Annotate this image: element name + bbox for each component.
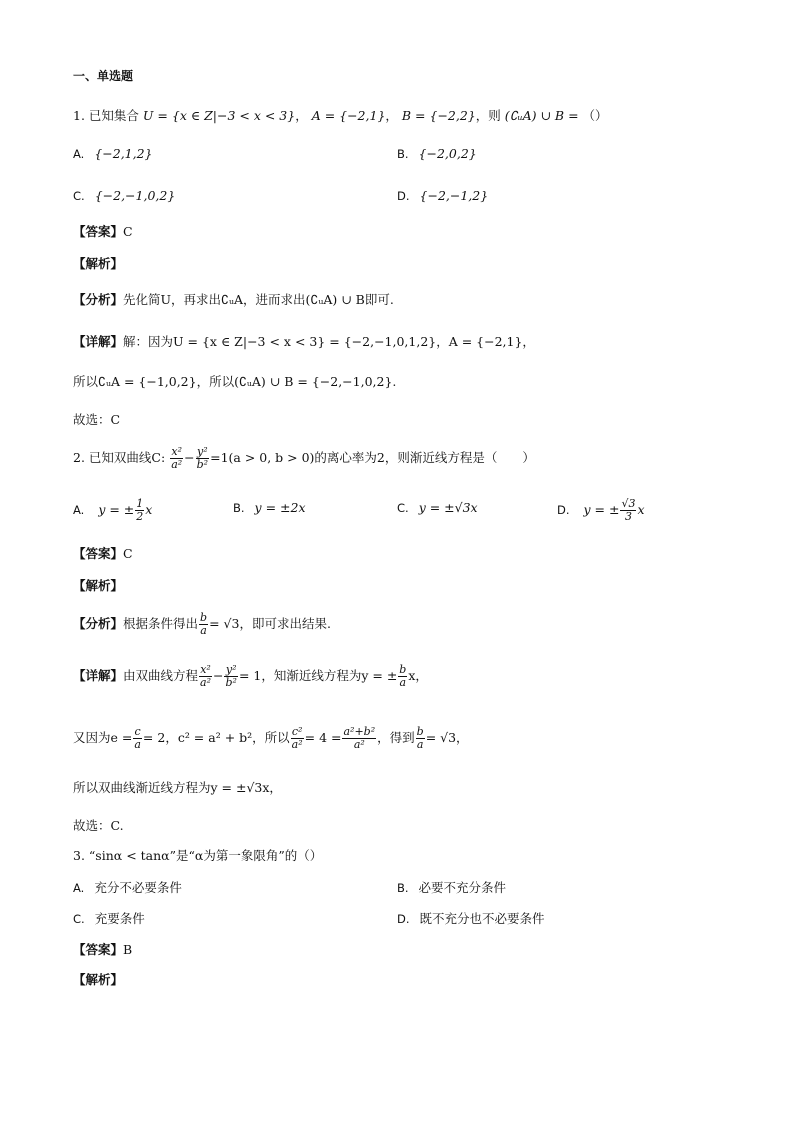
- q2-frac-y2-b2: $\frac{\text{y²}}{\text{b²}}$: [196, 445, 209, 471]
- q3-analysis-tag: 【解析】: [73, 972, 124, 987]
- q3-option-b[interactable]: B. 必要不充分条件: [397, 880, 507, 895]
- q3-stem: 3. “sinα < tanα”是“α为第一象限角”的（）: [73, 848, 323, 863]
- q1-fenxi: 【分析】先化简U，再求出∁ᵤA，进而求出(∁ᵤA) ∪ B即可.: [73, 292, 394, 307]
- q3-option-a[interactable]: A. 充分不必要条件: [73, 880, 182, 895]
- q2-analysis-tag: 【解析】: [73, 578, 124, 593]
- q1-expr: (∁ᵤA) ∪ B =: [504, 108, 579, 123]
- q2-fenxi: 【分析】根据条件得出 $\frac{b}{a}$ = √3，即可求出结果.: [73, 611, 331, 637]
- q1-set-u: U = {x ∈ Z|−3 < x < 3}: [142, 108, 296, 123]
- q2-option-a[interactable]: A. y = ± $\frac{1}{2}$ x: [73, 497, 153, 523]
- q2-xiangjie-1: 【详解】由双曲线方程 $\frac{\text{x²}}{\text{a²}}$ − $\frac{\text{y²}}{\text{b²}}$ = 1，知渐近线方程为y = ± $\frac{b}{a}$ x，: [73, 663, 428, 689]
- q2-answer: 【答案】C: [73, 546, 133, 561]
- q1-option-d[interactable]: D. {−2,−1,2}: [397, 188, 489, 203]
- q2-option-d[interactable]: D. y = ± $\frac{√3}{3}$ x: [557, 497, 645, 523]
- q3-answer: 【答案】B: [73, 942, 133, 957]
- q2-option-c[interactable]: C. y = ±√3x: [397, 500, 478, 515]
- q1-conclusion: 故选：C: [73, 412, 121, 427]
- q1-stem-mid: ，则: [475, 108, 501, 123]
- q2-stem: 2. 已知双曲线C: $\frac{\text{x²}}{\text{a²}}$ − $\frac{\text{y²}}{\text{b²}}$ =1(a > 0, b > 0)的离心率为2，则渐近线方程是（ ）: [73, 445, 535, 471]
- q1-set-b: B = {−2,2}: [401, 108, 476, 123]
- q1-analysis-tag: 【解析】: [73, 256, 124, 271]
- q2-conclusion: 故选：C.: [73, 818, 124, 833]
- q1-stem-end: （）: [582, 108, 608, 123]
- q3-option-c[interactable]: C. 充要条件: [73, 911, 145, 926]
- q1-number: 1.: [73, 108, 85, 123]
- q1-option-b[interactable]: B. {−2,0,2}: [397, 146, 477, 161]
- q3-option-d[interactable]: D. 既不充分也不必要条件: [397, 911, 545, 926]
- q1-option-c[interactable]: C. {−2,−1,0,2}: [73, 188, 176, 203]
- q2-xiangjie-3: 所以双曲线渐近线方程为y = ±√3x，: [73, 780, 282, 795]
- q1-stem: 1. 已知集合 U = {x ∈ Z|−3 < x < 3}， A = {−2,1}， B = {−2,2}，则 (∁ᵤA) ∪ B = （）: [73, 108, 608, 123]
- section-title: 一、单选题: [73, 69, 134, 83]
- q2-xiangjie-2: 又因为e = $\frac{c}{a}$ = 2，c² = a² + b²，所以 $\frac{\text{c²}}{\text{a²}}$ = 4 = $\frac{\text{a²+b²}}{\text{a²}}$ ，得到 $\frac{b}{a}$ = √3，: [73, 725, 469, 751]
- q1-option-a[interactable]: A. {−2,1,2}: [73, 146, 153, 161]
- q1-stem-prefix: 已知集合: [88, 108, 139, 123]
- q2-frac-x2-a2: $\frac{\text{x²}}{\text{a²}}$: [171, 445, 183, 471]
- q1-set-a: A = {−2,1}: [311, 108, 386, 123]
- q1-answer: 【答案】C: [73, 224, 133, 239]
- q2-option-b[interactable]: B. y = ±2x: [233, 500, 306, 515]
- q1-xiangjie-1: 【详解】解：因为U = {x ∈ Z|−3 < x < 3} = {−2,−1,0,1,2}，A = {−2,1}，: [73, 334, 535, 349]
- q1-xiangjie-2: 所以∁ᵤA = {−1,0,2}，所以(∁ᵤA) ∪ B = {−2,−1,0,2}.: [73, 374, 397, 389]
